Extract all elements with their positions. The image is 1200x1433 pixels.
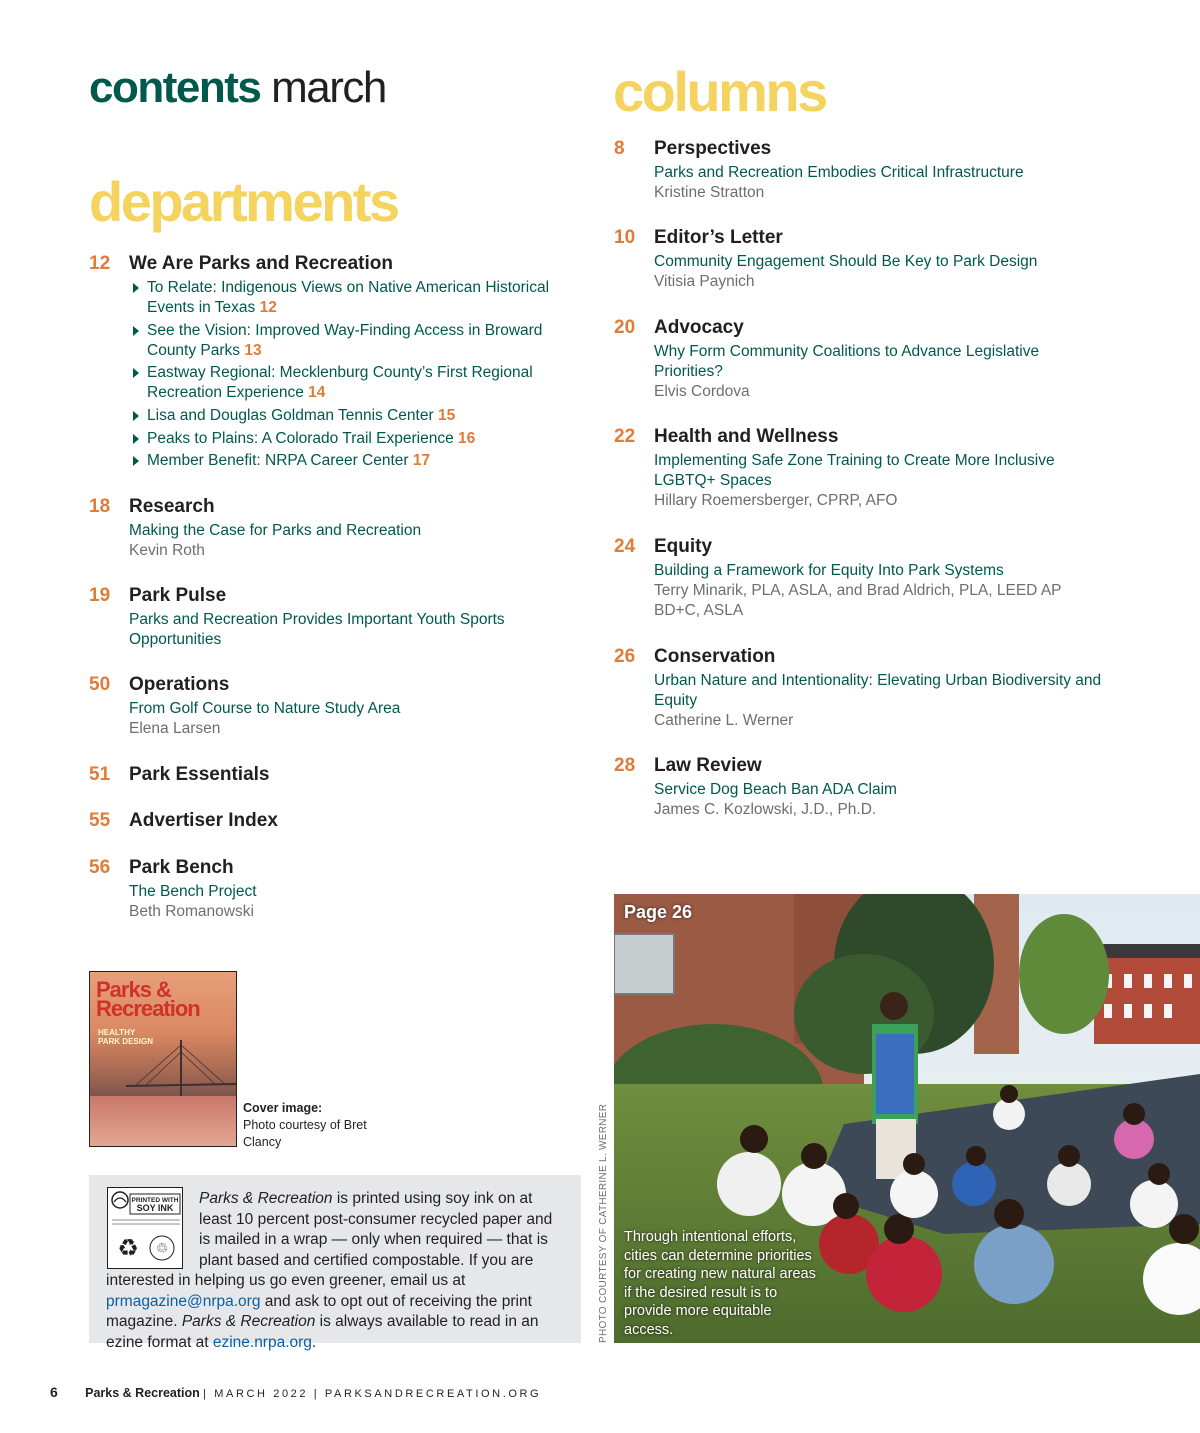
soy-ink-text: Parks & Recreation is printed using soy ink on at least 10 percent post-consumer recycled paper and is mailed in a wrap — only when required — that is plant based and certified compostable. If you are interested in helping us go even greener, email us at prmagazine@nrpa.org and ask to opt out of receiving the print magazine. Parks & Recreation is always available to read in an ezine format at ezine.nrpa.org. xyxy=(106,1190,553,1351)
dept-author: Beth Romanowski xyxy=(129,903,254,920)
dept-title: Research xyxy=(129,496,215,517)
column-title: Conservation xyxy=(654,646,776,667)
column-author: Catherine L. Werner xyxy=(654,712,794,729)
column-title: Law Review xyxy=(654,755,762,776)
column-title: Advocacy xyxy=(654,317,744,338)
column-author: Vitisia Paynich xyxy=(654,273,755,290)
cover-masthead: Parks & Recreation xyxy=(96,977,200,1021)
column-subtitle: Service Dog Beach Ban ADA Claim xyxy=(654,781,897,798)
svg-text:PRINTED WITH: PRINTED WITH xyxy=(131,1197,179,1204)
dept-subtitle: From Golf Course to Nature Study Area xyxy=(129,700,401,717)
soy-ink-notice xyxy=(89,1175,581,1351)
triangle-bullet-icon xyxy=(133,411,139,421)
list-item[interactable]: Peaks to Plains: A Colorado Trail Experience 16 xyxy=(129,429,559,449)
dept-page-number: 19 xyxy=(89,585,111,606)
column-title: Health and Wellness xyxy=(654,426,839,447)
column-page-number: 20 xyxy=(614,317,636,338)
departments-title: departments xyxy=(89,170,398,233)
triangle-bullet-icon xyxy=(133,456,139,466)
dept-title: Operations xyxy=(129,674,230,695)
column-page-number: 8 xyxy=(614,138,625,159)
feature-photo[interactable] xyxy=(614,894,1200,1343)
dept-page-number: 50 xyxy=(89,674,111,695)
dept-page-number: 56 xyxy=(89,857,111,878)
dept-subtitle: Making the Case for Parks and Recreation xyxy=(129,522,422,539)
column-page-number: 26 xyxy=(614,646,636,667)
photo-caption: Through intentional efforts, cities can determine priorities for creating new natural areas if the desired result is to provide more equitable access. xyxy=(624,1229,816,1338)
svg-text:♲: ♲ xyxy=(155,1241,169,1257)
column-subtitle: Parks and Recreation Embodies Critical Infrastructure xyxy=(654,164,1024,181)
dept-title: We Are Parks and Recreation xyxy=(129,253,393,274)
column-author: Terry Minarik, PLA, ASLA, and Brad Aldrich, PLA, LEED AP BD+C, ASLA xyxy=(654,582,1062,619)
column-author: Hillary Roemersberger, CPRP, AFO xyxy=(654,492,898,509)
column-subtitle: Community Engagement Should Be Key to Park Design xyxy=(654,253,1038,270)
dept-subtitle: Parks and Recreation Provides Important Youth Sports Opportunities xyxy=(129,611,505,648)
column-subtitle: Building a Framework for Equity Into Park Systems xyxy=(654,562,1004,579)
dept-title: Advertiser Index xyxy=(129,810,278,831)
column-author: James C. Kozlowski, J.D., Ph.D. xyxy=(654,801,877,818)
column-page-number: 24 xyxy=(614,536,636,557)
footer-page-number: 6 xyxy=(50,1384,58,1400)
footer-magazine-name: Parks & Recreation xyxy=(85,1386,200,1400)
triangle-bullet-icon xyxy=(133,283,139,293)
cover-ground xyxy=(90,1096,237,1146)
column-subtitle: Urban Nature and Intentionality: Elevating Urban Biodiversity and Equity xyxy=(654,672,1102,709)
list-item[interactable]: See the Vision: Improved Way-Finding Access in Broward County Parks 13 xyxy=(129,321,559,361)
list-item[interactable]: To Relate: Indigenous Views on Native American Historical Events in Texas 12 xyxy=(129,278,559,318)
contents-word: contents xyxy=(89,63,261,112)
list-item[interactable]: Member Benefit: NRPA Career Center 17 xyxy=(129,451,559,471)
dept-page-number: 51 xyxy=(89,764,111,785)
page-footer: 6 Parks & Recreation | MARCH 2022 | PARKSANDRECREATION.ORG xyxy=(50,1384,542,1400)
column-author: Kristine Stratton xyxy=(654,184,765,201)
dept-title: Park Essentials xyxy=(129,764,270,785)
list-item[interactable]: Lisa and Douglas Goldman Tennis Center 15 xyxy=(129,406,559,426)
cover-caption: Cover image: Photo courtesy of Bret Clancy xyxy=(243,1101,367,1149)
contents-header xyxy=(89,62,386,114)
list-item[interactable]: Eastway Regional: Mecklenburg County’s First Regional Recreation Experience 14 xyxy=(129,363,559,403)
footer-website[interactable]: PARKSANDRECREATION.ORG xyxy=(324,1388,542,1400)
column-page-number: 10 xyxy=(614,227,636,248)
column-author: Elvis Cordova xyxy=(654,383,750,400)
footer-date: MARCH 2022 xyxy=(214,1388,309,1400)
dept-title: Park Pulse xyxy=(129,585,227,606)
svg-text:SOY INK: SOY INK xyxy=(136,1203,174,1213)
dept-sub-list xyxy=(129,278,559,471)
column-title: Perspectives xyxy=(654,138,772,159)
cover-tagline: HEALTHY PARK DESIGN xyxy=(98,1028,153,1046)
dept-title: Park Bench xyxy=(129,857,234,878)
dept-page-number: 12 xyxy=(89,253,111,274)
column-title: Equity xyxy=(654,536,713,557)
ezine-link[interactable]: ezine.nrpa.org xyxy=(212,1333,312,1351)
cover-image[interactable] xyxy=(89,971,237,1147)
photo-page-label: Page 26 xyxy=(624,902,693,922)
columns-title: columns xyxy=(613,60,826,123)
email-link[interactable]: prmagazine@nrpa.org xyxy=(106,1292,261,1310)
bridge-illustration xyxy=(126,1040,236,1100)
svg-text:♻: ♻ xyxy=(117,1234,139,1262)
column-subtitle: Why Form Community Coalitions to Advance Legislative Priorities? xyxy=(654,343,1040,380)
photo-credit: PHOTO COURTESY OF CATHERINE L. WERNER xyxy=(598,1103,609,1343)
dept-subtitle: The Bench Project xyxy=(129,883,257,900)
dept-page-number: 55 xyxy=(89,810,111,831)
column-subtitle: Implementing Safe Zone Training to Create More Inclusive LGBTQ+ Spaces xyxy=(654,452,1055,489)
triangle-bullet-icon xyxy=(133,326,139,336)
dept-page-number: 18 xyxy=(89,496,111,517)
month-word: march xyxy=(271,63,386,112)
triangle-bullet-icon xyxy=(133,434,139,444)
column-page-number: 28 xyxy=(614,755,636,776)
triangle-bullet-icon xyxy=(133,368,139,378)
column-page-number: 22 xyxy=(614,426,636,447)
dept-author: Elena Larsen xyxy=(129,720,221,737)
dept-author: Kevin Roth xyxy=(129,542,205,559)
column-title: Editor’s Letter xyxy=(654,227,783,248)
